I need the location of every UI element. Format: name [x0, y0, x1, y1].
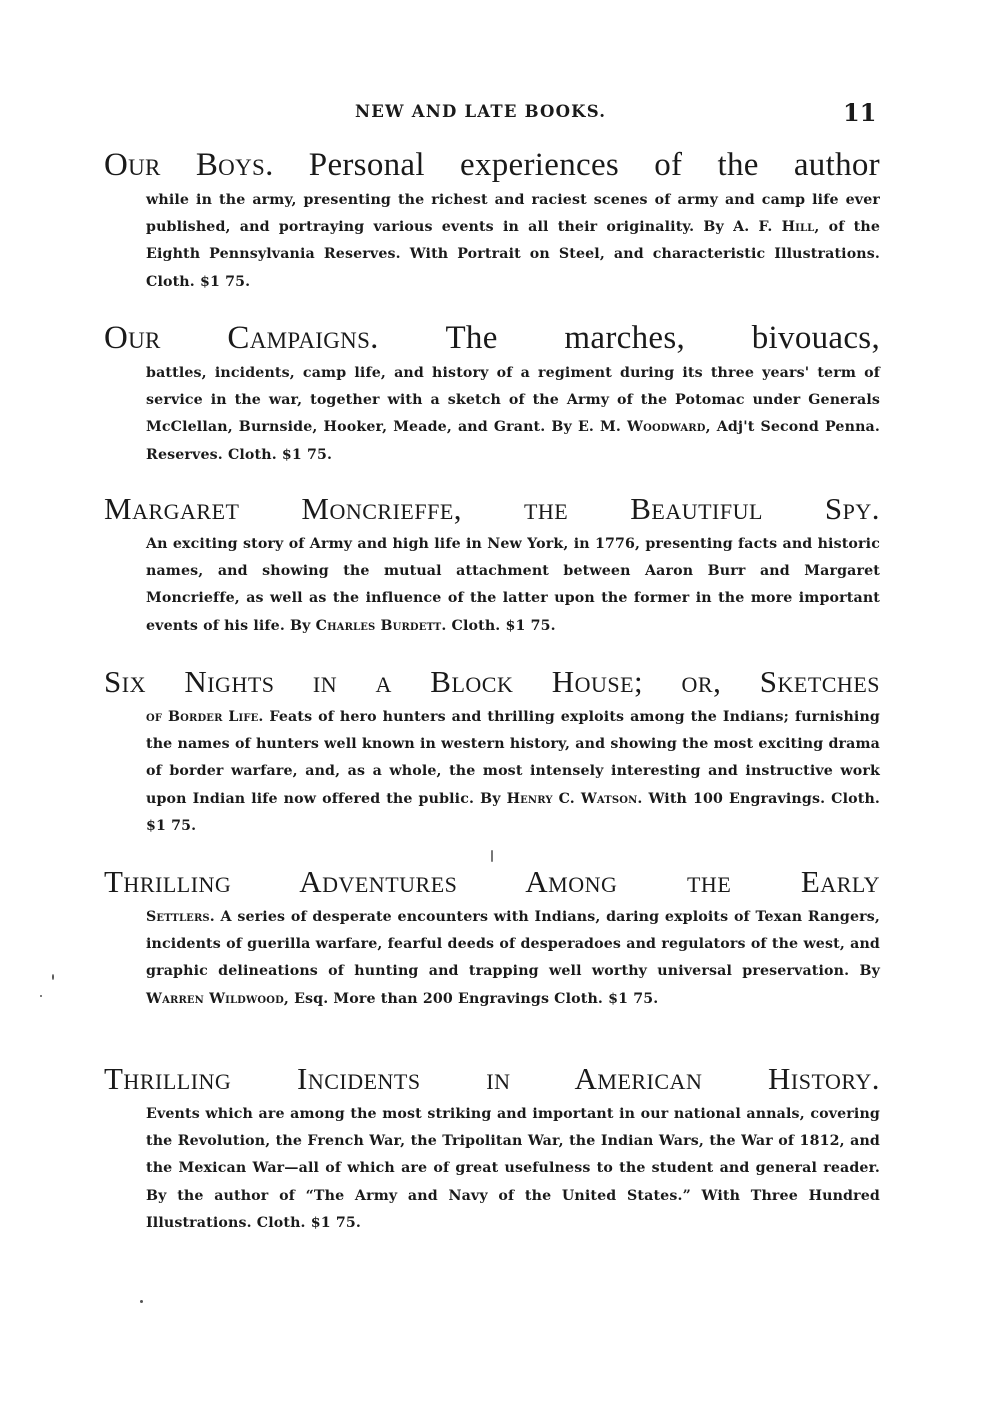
- entry-title: Thrilling Incidents in American History.: [104, 1061, 880, 1096]
- entry-author: Warren Wildwood: [146, 990, 284, 1007]
- entry-text: . A series of desperate encounters with Indians, daring exploits of Texan Rangers, incidents of guerilla warfare, fearful deeds of desperadoes and regulators of the west, and graphic delineations of hunting and trapping well worthy universal preservation. By: [146, 909, 880, 980]
- book-entry-thrilling-incidents: [104, 1059, 880, 1237]
- entry-description: [146, 187, 880, 296]
- entry-text: . Feats of hero hunters and thrilling exploits among the Indians; furnishing the names of hunters well known in western history, and showing the most exciting drama of border warfare, and, as a whole, the most intensely interesting and instructive work upon Indian life now offered the public. By: [146, 709, 880, 807]
- entry-title: Thrilling Adventures Among the Early: [104, 864, 880, 899]
- entry-title: [104, 318, 880, 358]
- entry-text: , Esq. More than 200 Engravings Cloth. $1 75.: [283, 990, 659, 1007]
- entry-title-rest: The marches, bivouacs,: [445, 320, 881, 356]
- entry-description: [146, 360, 880, 469]
- book-entry-our-campaigns: [104, 318, 880, 469]
- entry-text: , Adj't Second Penna. Reserves. Cloth. $1 75.: [146, 419, 880, 463]
- entry-text: while in the army, presenting the richest and raciest scenes of army and camp life ever published, and portraying various events in all their originality. By: [146, 192, 880, 236]
- entry-title-lead: Our Campaigns.: [104, 320, 379, 356]
- paper-speck: [40, 995, 42, 997]
- book-entry-six-nights: [104, 662, 880, 840]
- entry-title-lead: Our Boys.: [104, 147, 274, 183]
- entry-text: Events which are among the most striking and important in our national annals, covering the Revolution, the French War, the Tripolitan War, the Indian Wars, the War of 1812, and the Mexican War—all of which are of great usefulness to the student and general reader. By the author of “The Army and Navy of the United States.” With Three Hundred Illustrations. Cloth. $1 75.: [146, 1106, 880, 1231]
- entry-text: , of the Eighth Pennsylvania Reserves. With Portrait on Steel, and characteristic Illustrations. Cloth. $1 75.: [146, 219, 881, 290]
- paper-speck: [52, 974, 54, 980]
- entry-description: [146, 1101, 880, 1237]
- entry-text: An exciting story of Army and high life in New York, in 1776, presenting facts and historic names, and showing the mutual attachment between Aaron Burr and Margaret Moncrieffe, as well as the influence of the latter upon the former in the more important events of his life. By: [146, 536, 880, 634]
- running-head: [0, 98, 1000, 128]
- paper-speck: [140, 1300, 143, 1303]
- entry-description: [146, 704, 880, 840]
- entry-text: . With 100 Engravings. Cloth. $1 75.: [146, 790, 880, 834]
- entry-author: Charles Burdett: [315, 617, 442, 634]
- entry-subtitle: of Border Life: [146, 709, 259, 725]
- entry-title-rest: Personal experiences of the author: [308, 147, 880, 183]
- entry-author: A. F. Hill: [733, 219, 815, 236]
- entry-description: [146, 904, 880, 1013]
- entry-author: Henry C. Watson: [506, 790, 638, 807]
- entry-title: [104, 145, 880, 185]
- entry-text: . Cloth. $1 75.: [441, 617, 556, 634]
- entry-author: E. M. Woodward: [577, 419, 706, 436]
- book-entry-margaret-moncrieffe: [104, 489, 880, 640]
- paper-speck: [491, 850, 493, 862]
- entry-title: Margaret Moncrieffe, the Beautiful Spy.: [104, 491, 880, 526]
- entry-text: battles, incidents, camp life, and history of a regiment during its three years' term of service in the war, together with a sketch of the Army of the Potomac under Generals McClellan, Burnside, Hooker, Meade, and Grant. By: [146, 365, 880, 436]
- entry-subtitle: Settlers: [146, 909, 210, 925]
- entry-description: [146, 531, 880, 640]
- book-entry-our-boys: [104, 145, 880, 296]
- page-number: 11: [843, 98, 877, 127]
- entry-title: Six Nights in a Block House; or, Sketches: [104, 664, 880, 699]
- book-entry-thrilling-adventures: [104, 862, 880, 1013]
- running-title: NEW AND LATE BOOKS.: [355, 102, 607, 121]
